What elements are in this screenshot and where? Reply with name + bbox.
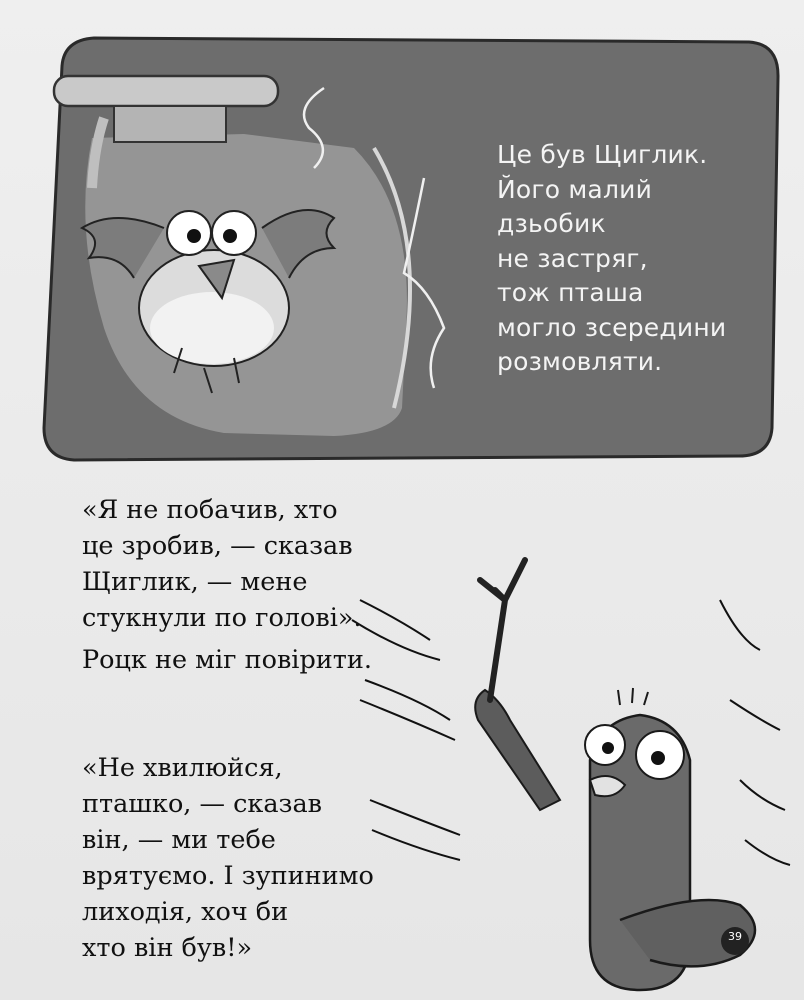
worm-character (475, 560, 755, 990)
text-line: «Я не побачив, хто (82, 495, 338, 525)
caption-line: Це був Щиглик. (497, 140, 708, 169)
caption-line: могло зсередини (497, 312, 727, 342)
caption-line: розмовляти. (497, 347, 663, 376)
text-line: це зробив, — сказав (82, 531, 353, 561)
text-line: «Не хвилюйся, (82, 753, 283, 783)
caption-line: дзьобик (497, 209, 606, 238)
text-line: Роцк не міг повірити. (82, 645, 372, 675)
text-line: лиходія, хоч би (82, 897, 289, 927)
text-line: хто він був!» (82, 933, 253, 963)
text-line: стукнули по голові». (82, 603, 362, 633)
text-line: Щиглик, — мене (82, 567, 308, 597)
caption-line: тож пташа (497, 278, 644, 307)
text-line: він, — ми тебе (82, 825, 276, 855)
caption-line: не застряг, (497, 243, 648, 273)
page-number: 39 (728, 930, 742, 943)
text-line: пташко, — сказав (82, 789, 323, 819)
text-line: врятуємо. І зупинимо (82, 861, 374, 891)
caption-line: Його малий (497, 174, 653, 204)
